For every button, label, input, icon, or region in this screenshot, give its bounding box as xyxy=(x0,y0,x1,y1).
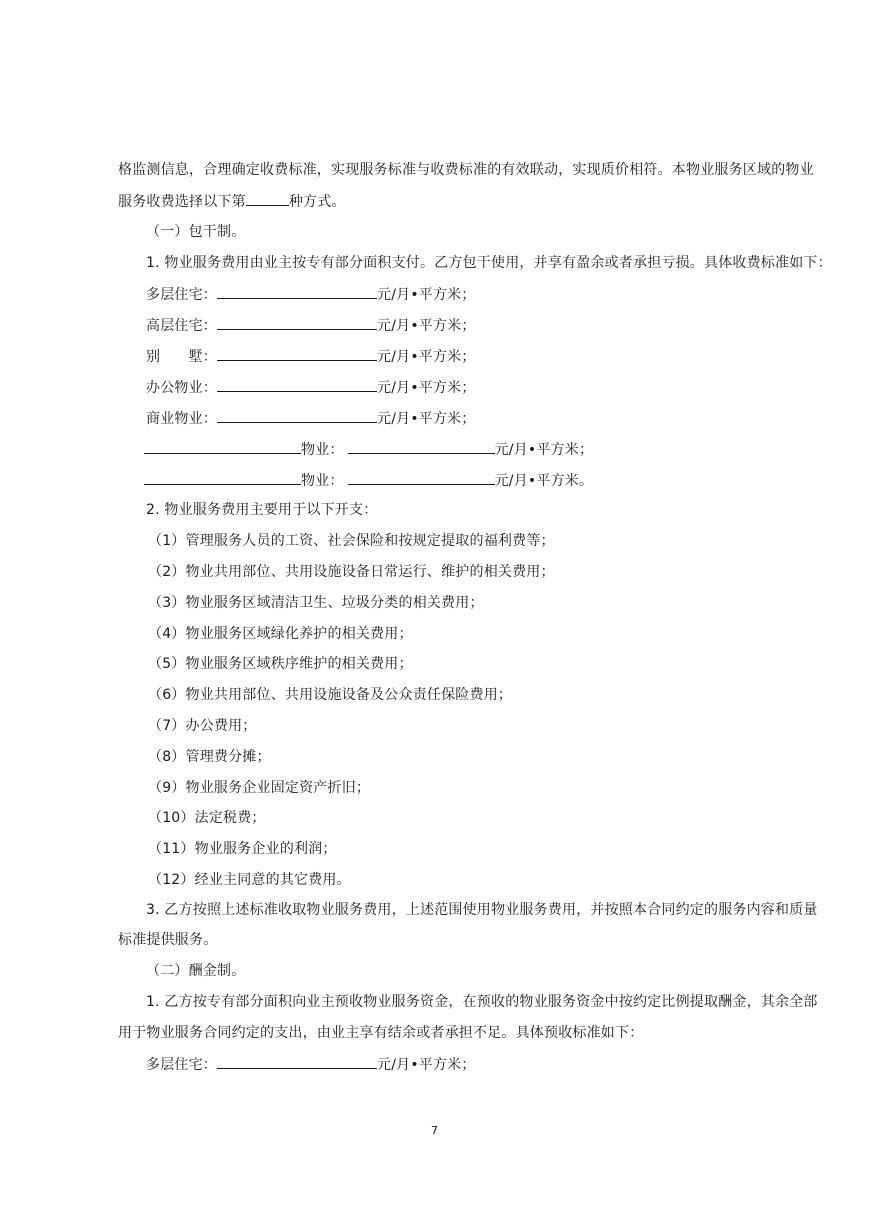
intro-line-2-after: 种方式。 xyxy=(288,194,346,210)
fee-row-label: 多层住宅： xyxy=(146,1057,217,1073)
fee-row xyxy=(146,346,476,367)
fee-row xyxy=(146,408,476,429)
expense-item: （8）管理费分摊； xyxy=(148,749,271,765)
fee-amount-blank[interactable] xyxy=(348,470,495,485)
fee-unit: 元/月•平方米； xyxy=(494,442,594,458)
fee-amount-blank[interactable] xyxy=(217,315,377,330)
section-1-item-3-line-2: 标准提供服务。 xyxy=(118,932,218,948)
expense-item: （1）管理服务人员的工资、社会保险和按规定提取的福利费等； xyxy=(148,533,555,549)
intro-line-2-before: 服务收费选择以下第 xyxy=(118,194,246,210)
section-2-item-1-line-2: 用于物业服务合同约定的支出，由业主享有结余或者承担不足。具体预收标准如下： xyxy=(118,1025,644,1041)
expense-item: （11）物业服务企业的利润； xyxy=(148,841,337,857)
fee-amount-blank[interactable] xyxy=(217,284,377,299)
intro-line-2 xyxy=(118,191,346,212)
fee-unit: 元/月•平方米； xyxy=(377,380,476,396)
fee-unit: 元/月•平方米； xyxy=(377,287,476,303)
section-2-item-1-line-1: 1. 乙方按专有部分面积向业主预收物业服务资金，在预收的物业服务资金中按约定比例提取酬金，其余全部 xyxy=(146,994,818,1010)
fee-row-label: 多层住宅： xyxy=(146,287,217,303)
section-1-item-2: 2. 物业服务费用主要用于以下开支： xyxy=(146,502,378,518)
other-fee-row xyxy=(144,470,593,491)
section-2-title: （二）酬金制。 xyxy=(146,963,246,979)
property-type-blank[interactable] xyxy=(144,439,301,454)
fee-row-label: 办公物业： xyxy=(146,380,217,396)
expense-item: （3）物业服务区域清洁卫生、垃圾分类的相关费用； xyxy=(148,595,484,611)
fee-amount-blank[interactable] xyxy=(217,377,377,392)
property-type-blank[interactable] xyxy=(144,470,301,485)
fee-row xyxy=(146,284,476,305)
fee-row xyxy=(146,1054,476,1075)
expense-item: （5）物业服务区域秩序维护的相关费用； xyxy=(148,656,413,672)
fee-row-label: 高层住宅： xyxy=(146,318,217,334)
expense-item: （9）物业服务企业固定资产折旧； xyxy=(148,780,371,796)
fee-unit: 元/月•平方米； xyxy=(377,349,476,365)
other-fee-label: 物业： xyxy=(301,473,344,489)
fee-unit: 元/月•平方米； xyxy=(377,318,476,334)
method-number-blank[interactable] xyxy=(246,191,289,206)
fee-row xyxy=(146,315,476,336)
other-fee-label: 物业： xyxy=(301,442,344,458)
fee-row xyxy=(146,377,476,398)
expense-item: （4）物业服务区域绿化养护的相关费用； xyxy=(148,626,413,642)
fee-unit: 元/月•平方米； xyxy=(377,411,476,427)
fee-amount-blank[interactable] xyxy=(217,408,377,423)
section-1-title: （一）包干制。 xyxy=(146,224,246,240)
expense-item: （12）经业主同意的其它费用。 xyxy=(148,872,351,888)
fee-row-label: 别 墅： xyxy=(146,349,217,365)
section-1-item-3-line-1: 3. 乙方按照上述标准收取物业服务费用，上述范围使用物业服务费用，并按照本合同约定的服务内容和质量 xyxy=(146,902,818,918)
fee-amount-blank[interactable] xyxy=(217,1054,377,1069)
intro-line-1: 格监测信息，合理确定收费标准，实现服务标准与收费标准的有效联动，实现质价相符。本物业服务区域的物业 xyxy=(118,162,814,178)
section-1-item-1: 1. 物业服务费用由业主按专有部分面积支付。乙方包干使用，并享有盈余或者承担亏损。具体收费标准如下： xyxy=(146,255,832,271)
fee-unit: 元/月•平方米。 xyxy=(494,473,594,489)
page-number: 7 xyxy=(431,1124,438,1137)
expense-item: （2）物业共用部位、共用设施设备日常运行、维护的相关费用； xyxy=(148,564,555,580)
fee-unit: 元/月•平方米； xyxy=(377,1057,476,1073)
other-fee-row xyxy=(144,439,593,460)
fee-row-label: 商业物业： xyxy=(146,411,217,427)
expense-item: （6）物业共用部位、共用设施设备及公众责任保险费用； xyxy=(148,687,513,703)
expense-item: （10）法定税费； xyxy=(148,810,266,826)
fee-amount-blank[interactable] xyxy=(217,346,377,361)
fee-amount-blank[interactable] xyxy=(348,439,495,454)
expense-item: （7）办公费用； xyxy=(148,718,257,734)
